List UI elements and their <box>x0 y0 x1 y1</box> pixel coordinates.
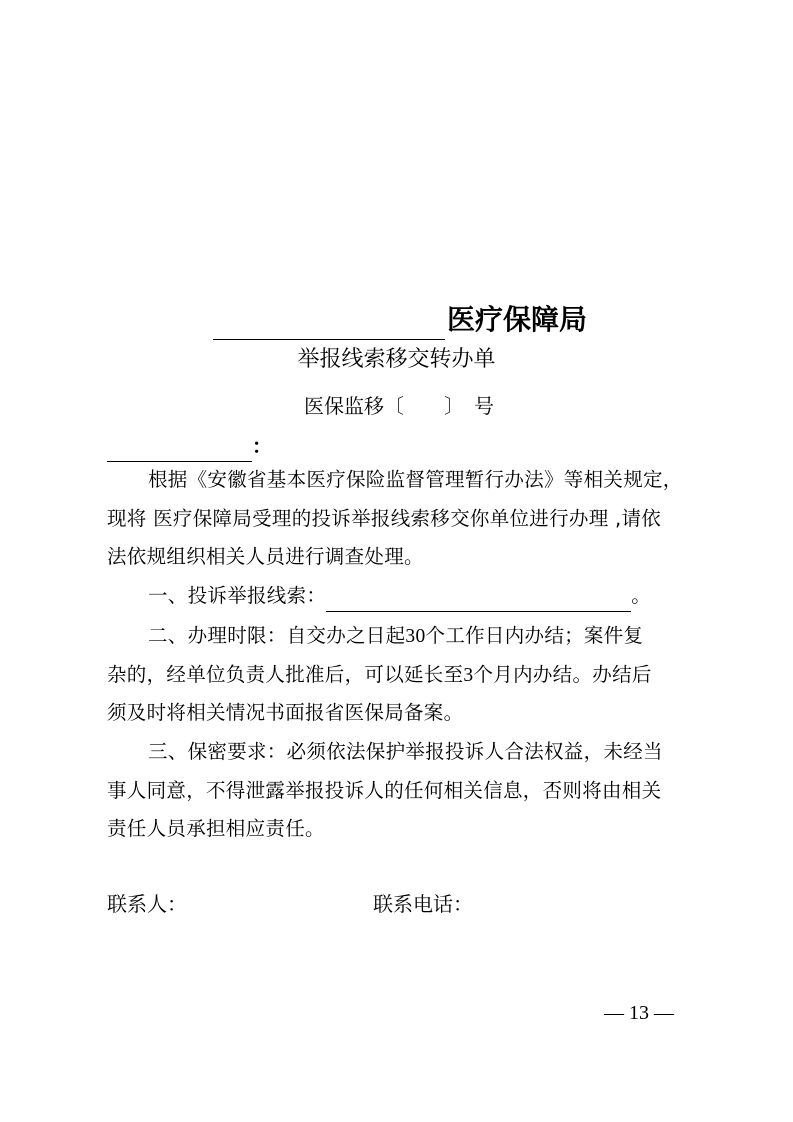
contact-person-label: 联系人： <box>107 892 187 916</box>
item-3-line-1: 三、保密要求：必须依法保护举报投诉人合法权益，未经当 <box>148 740 663 763</box>
paragraph-1-line-3: 法依规组织相关人员进行调查处理。 <box>107 545 424 568</box>
clue-blank <box>326 589 631 612</box>
item-2-line-2 <box>107 659 652 692</box>
recipient-blank <box>107 439 252 462</box>
recipient-colon: ： <box>252 434 272 458</box>
paragraph-1-line-2: 现将 医疗保障局受理的投诉举报线索移交你单位进行办理 ,请依 <box>107 507 662 530</box>
item-2-line-1 <box>148 620 643 653</box>
item-1-label: 一、投诉举报线索： <box>148 584 327 607</box>
item-3-line-3: 责任人员承担相应责任。 <box>107 817 325 840</box>
form-title: 举报线索移交转办单 <box>297 347 496 372</box>
item-2-text-d: 个月内办结。办结后 <box>473 663 652 686</box>
page-number: — 13 — <box>604 1002 674 1024</box>
months-value: 3 <box>463 665 474 686</box>
org-suffix: 医疗保障局 <box>447 303 588 336</box>
contact-phone-label: 联系电话： <box>373 892 473 916</box>
item-1-end: 。 <box>631 584 652 607</box>
item-2-text-b: 个工作日内办结；案件复 <box>425 624 644 647</box>
document-title <box>213 300 587 340</box>
issuing-org-blank <box>213 309 445 340</box>
doc-number-label: 医保监移〔 〕 号 <box>304 394 494 418</box>
item-2-line-3: 须及时将相关情况书面报省医保局备案。 <box>107 701 464 724</box>
days-value: 30 <box>405 626 426 647</box>
item-3-line-2: 事人同意，不得泄露举报投诉人的任何相关信息，否则将由相关 <box>107 779 662 802</box>
item-2-text-a: 二、办理时限：自交办之日起 <box>148 624 406 647</box>
item-1-line <box>148 580 651 612</box>
paragraph-1-line-1: 根据《安徽省基本医疗保险监督管理暂行办法》等相关规定， <box>148 468 683 491</box>
item-2-text-c: 杂的，经单位负责人批准后，可以延长至 <box>107 663 464 686</box>
recipient-line <box>107 430 272 462</box>
